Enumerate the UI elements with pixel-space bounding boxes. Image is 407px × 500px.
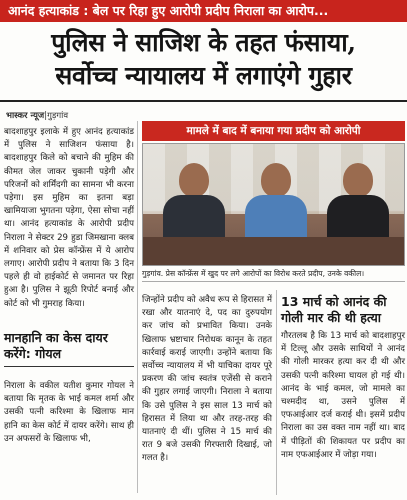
top-banner: आनंद हत्याकांड : बेल पर रिहा हुए आरोपी प्रदीप निराला का आरोप... xyxy=(0,0,407,22)
article-right-column: गौरतलब है कि 13 मार्च को बादशाहपुर में टिल्लू और उसके साथियों ने आनंद की गोली मारकर हत्या कर दी थी और उसकी पत्नी करिश्मा घायल हो गई थी। आनंद के भाई कमल, जो मामले का चश्मदीद था, उसने पुलिस में एफआईआर दर्ज कराई थी। इसमें प्रदीप निराला का उस वक्त नाम नहीं था। बाद में पीड़ितों की शिकायत पर प्रदीप का नाम एफआईआर में जोड़ा गया। xyxy=(281,331,405,460)
article-middle-column: जिन्होंने प्रदीप को अवैध रूप से हिरासत में रखा और यातनाएं दे, पद का दुरुपयोग कर जांच को प्रभावित किया। उनके खिलाफ भ्रष्टाचार निरोधक कानून के तहत कार्रवाई कराई जाएगी। उन्होंने बताया कि सर्वोच्च न्यायालय में भी याचिका दायर पूरे प्रकरण की जांच स्वतंत्र एजेंसी से कराने की गुहार लगाई जाएगी। निराला ने बताया कि उसे पुलिस ने इस साल 13 मार्च को हिरासत में लिया था और तरह-तरह की यातनाएं दी थीं। पुलिस ने 15 मार्च की रात 9 बजे उसकी गिरफ्तारी दिखाई, जो गलत है। xyxy=(142,295,272,464)
photo-person-center xyxy=(245,163,307,245)
press-conference-photo xyxy=(142,143,405,266)
right-subhead: 13 मार्च को आनंद की गोली मार की थी हत्या xyxy=(281,294,387,325)
photo-person-right xyxy=(327,163,389,245)
photo-subhead: मामले में बाद में बनाया गया प्रदीप को आरोपी xyxy=(142,121,405,141)
box-body: निराला के वकील यतीश कुमार गोयल ने बताया कि मृतक के भाई कमल शर्मा और उसकी पत्नी करिश्मा के खिलाफ मान हानि का केस कोर्ट में दायर करेंगे। साथ ही उन अफसरों के खिलाफ भी, xyxy=(4,381,134,444)
headline-line-1: पुलिस ने साजिश के तहत फंसाया, xyxy=(51,28,356,57)
byline-source: भास्कर न्यूज xyxy=(6,111,45,121)
article-left-column xyxy=(4,126,134,311)
photo-table xyxy=(143,237,404,265)
headline xyxy=(0,26,407,92)
headline-line-2: सर्वोच्च न्यायालय में लगाएंगे गुहार xyxy=(55,61,352,90)
photo-person-left xyxy=(163,163,225,245)
column-divider-right xyxy=(276,290,277,495)
byline xyxy=(6,110,68,121)
byline-place: |गुड़गांव xyxy=(44,111,69,121)
photo-caption: गुड़गांव. प्रेस कॉन्फ्रेंस में खुद पर लगे आरोपों का विरोध करते प्रदीप, उनके वकील। xyxy=(142,268,405,282)
column-divider-left xyxy=(137,121,138,493)
article-left-text: बादशाहपुर इलाके में हुए आनंद हत्याकांड में पुलिस ने साजिशन फंसाया है। बादशाहपुर किले को बचाने की मुहिम की कीमत जेल जाकर चुकानी पड़ेगी और परिजनों को शर्मिंदगी का सामना भी करना पड़ेगा। इस मुहिम का इतना बड़ा खामियाजा भुगतना पड़ेगा, ऐसा सोचा नहीं था। आनंद हत्याकांड के आरोपी प्रदीप निराला ने सेक्टर 29 हुडा जिमखाना क्लब में शनिवार को प्रेस कॉन्फ्रेंस में ये आरोप लगाए। आरोपी प्रदीप ने बताया कि 3 दिन पहले ही वो हाईकोर्ट से जमानत पर रिहा हुआ है। पुलिस ने झूठी रिपोर्ट बनाई और कोर्ट को भी गुमराह किया। xyxy=(4,127,134,309)
header-rule xyxy=(0,100,407,102)
box-title: मानहानि का केस दायर करेंगे: गोयल xyxy=(4,330,134,367)
